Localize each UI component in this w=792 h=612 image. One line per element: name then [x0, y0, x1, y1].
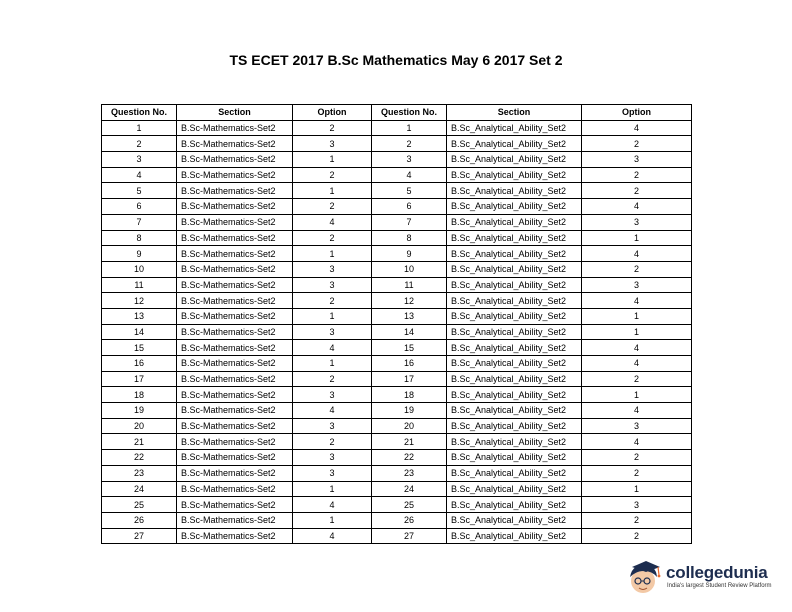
table-row: [102, 324, 692, 340]
section-cell: B.Sc_Analytical_Ability_Set2: [447, 277, 582, 293]
question-no-cell: 2: [372, 136, 447, 152]
table-row: [102, 308, 692, 324]
section-cell: B.Sc_Analytical_Ability_Set2: [447, 418, 582, 434]
section-cell: B.Sc-Mathematics-Set2: [177, 528, 293, 544]
question-no-cell: 25: [102, 497, 177, 513]
table-row: [102, 246, 692, 262]
question-no-cell: 26: [372, 512, 447, 528]
question-no-cell: 18: [102, 387, 177, 403]
table-row: [102, 293, 692, 309]
table-row: [102, 183, 692, 199]
table-row: [102, 512, 692, 528]
option-cell: 4: [293, 497, 372, 513]
option-cell: 1: [293, 308, 372, 324]
column-header: Question No.: [102, 105, 177, 121]
question-no-cell: 2: [102, 136, 177, 152]
section-cell: B.Sc_Analytical_Ability_Set2: [447, 246, 582, 262]
option-cell: 4: [293, 528, 372, 544]
section-cell: B.Sc_Analytical_Ability_Set2: [447, 434, 582, 450]
option-cell: 3: [293, 418, 372, 434]
section-cell: B.Sc_Analytical_Ability_Set2: [447, 136, 582, 152]
option-cell: 2: [582, 465, 692, 481]
option-cell: 2: [582, 261, 692, 277]
question-no-cell: 21: [372, 434, 447, 450]
option-cell: 2: [293, 293, 372, 309]
section-cell: B.Sc_Analytical_Ability_Set2: [447, 497, 582, 513]
question-no-cell: 27: [372, 528, 447, 544]
table-row: [102, 434, 692, 450]
table-row: [102, 152, 692, 168]
question-no-cell: 9: [372, 246, 447, 262]
option-cell: 1: [582, 324, 692, 340]
question-no-cell: 1: [372, 120, 447, 136]
section-cell: B.Sc-Mathematics-Set2: [177, 120, 293, 136]
question-no-cell: 20: [372, 418, 447, 434]
option-cell: 4: [293, 214, 372, 230]
question-no-cell: 18: [372, 387, 447, 403]
option-cell: 3: [582, 418, 692, 434]
option-cell: 3: [582, 277, 692, 293]
table-row: [102, 120, 692, 136]
section-cell: B.Sc-Mathematics-Set2: [177, 450, 293, 466]
question-no-cell: 11: [372, 277, 447, 293]
table-row: [102, 497, 692, 513]
question-no-cell: 8: [102, 230, 177, 246]
section-cell: B.Sc_Analytical_Ability_Set2: [447, 308, 582, 324]
section-cell: B.Sc_Analytical_Ability_Set2: [447, 152, 582, 168]
section-cell: B.Sc_Analytical_Ability_Set2: [447, 293, 582, 309]
section-cell: B.Sc_Analytical_Ability_Set2: [447, 528, 582, 544]
section-cell: B.Sc_Analytical_Ability_Set2: [447, 214, 582, 230]
section-cell: B.Sc-Mathematics-Set2: [177, 152, 293, 168]
section-cell: B.Sc-Mathematics-Set2: [177, 356, 293, 372]
option-cell: 4: [582, 246, 692, 262]
question-no-cell: 11: [102, 277, 177, 293]
table-row: [102, 277, 692, 293]
question-no-cell: 7: [372, 214, 447, 230]
question-no-cell: 9: [102, 246, 177, 262]
table-row: [102, 481, 692, 497]
section-cell: B.Sc-Mathematics-Set2: [177, 465, 293, 481]
option-cell: 3: [293, 136, 372, 152]
option-cell: 2: [582, 167, 692, 183]
section-cell: B.Sc-Mathematics-Set2: [177, 434, 293, 450]
column-header: Section: [447, 105, 582, 121]
question-no-cell: 15: [372, 340, 447, 356]
section-cell: B.Sc_Analytical_Ability_Set2: [447, 512, 582, 528]
section-cell: B.Sc-Mathematics-Set2: [177, 183, 293, 199]
option-cell: 4: [582, 120, 692, 136]
option-cell: 4: [293, 340, 372, 356]
option-cell: 2: [293, 120, 372, 136]
section-cell: B.Sc_Analytical_Ability_Set2: [447, 356, 582, 372]
question-no-cell: 22: [372, 450, 447, 466]
question-no-cell: 10: [102, 261, 177, 277]
section-cell: B.Sc-Mathematics-Set2: [177, 214, 293, 230]
question-no-cell: 23: [102, 465, 177, 481]
section-cell: B.Sc-Mathematics-Set2: [177, 324, 293, 340]
section-cell: B.Sc_Analytical_Ability_Set2: [447, 450, 582, 466]
question-no-cell: 6: [102, 199, 177, 215]
option-cell: 4: [582, 403, 692, 419]
section-cell: B.Sc-Mathematics-Set2: [177, 293, 293, 309]
option-cell: 3: [293, 261, 372, 277]
question-no-cell: 16: [102, 356, 177, 372]
section-cell: B.Sc-Mathematics-Set2: [177, 403, 293, 419]
section-cell: B.Sc_Analytical_Ability_Set2: [447, 324, 582, 340]
option-cell: 4: [582, 356, 692, 372]
option-cell: 4: [582, 199, 692, 215]
option-cell: 3: [582, 152, 692, 168]
option-cell: 2: [582, 183, 692, 199]
question-no-cell: 17: [372, 371, 447, 387]
column-header: Option: [293, 105, 372, 121]
section-cell: B.Sc_Analytical_Ability_Set2: [447, 183, 582, 199]
option-cell: 4: [582, 340, 692, 356]
section-cell: B.Sc_Analytical_Ability_Set2: [447, 199, 582, 215]
table-row: [102, 214, 692, 230]
table-row: [102, 387, 692, 403]
question-no-cell: 12: [102, 293, 177, 309]
question-no-cell: 20: [102, 418, 177, 434]
option-cell: 2: [582, 136, 692, 152]
option-cell: 4: [582, 293, 692, 309]
question-no-cell: 3: [102, 152, 177, 168]
option-cell: 4: [582, 434, 692, 450]
collegedunia-logo: [626, 557, 776, 597]
page-title: TS ECET 2017 B.Sc Mathematics May 6 2017 Set 2: [229, 52, 563, 68]
option-cell: 2: [293, 434, 372, 450]
option-cell: 2: [582, 528, 692, 544]
option-cell: 1: [293, 183, 372, 199]
section-cell: B.Sc-Mathematics-Set2: [177, 261, 293, 277]
section-cell: B.Sc_Analytical_Ability_Set2: [447, 387, 582, 403]
option-cell: 3: [293, 465, 372, 481]
question-no-cell: 25: [372, 497, 447, 513]
section-cell: B.Sc_Analytical_Ability_Set2: [447, 261, 582, 277]
section-cell: B.Sc-Mathematics-Set2: [177, 371, 293, 387]
question-no-cell: 23: [372, 465, 447, 481]
question-no-cell: 13: [102, 308, 177, 324]
column-header: Option: [582, 105, 692, 121]
option-cell: 3: [293, 387, 372, 403]
option-cell: 2: [293, 230, 372, 246]
table-row: [102, 356, 692, 372]
question-no-cell: 5: [102, 183, 177, 199]
section-cell: B.Sc-Mathematics-Set2: [177, 199, 293, 215]
table-row: [102, 199, 692, 215]
question-no-cell: 16: [372, 356, 447, 372]
question-no-cell: 8: [372, 230, 447, 246]
student-mascot-icon: [626, 557, 666, 597]
section-cell: B.Sc-Mathematics-Set2: [177, 481, 293, 497]
section-cell: B.Sc_Analytical_Ability_Set2: [447, 403, 582, 419]
table-row: [102, 465, 692, 481]
question-no-cell: 14: [372, 324, 447, 340]
section-cell: B.Sc-Mathematics-Set2: [177, 167, 293, 183]
section-cell: B.Sc-Mathematics-Set2: [177, 387, 293, 403]
option-cell: 3: [582, 497, 692, 513]
question-no-cell: 27: [102, 528, 177, 544]
question-no-cell: 13: [372, 308, 447, 324]
option-cell: 1: [582, 308, 692, 324]
section-cell: B.Sc_Analytical_Ability_Set2: [447, 167, 582, 183]
question-no-cell: 4: [372, 167, 447, 183]
section-cell: B.Sc-Mathematics-Set2: [177, 246, 293, 262]
question-no-cell: 1: [102, 120, 177, 136]
question-no-cell: 6: [372, 199, 447, 215]
option-cell: 3: [582, 214, 692, 230]
option-cell: 1: [293, 512, 372, 528]
section-cell: B.Sc-Mathematics-Set2: [177, 230, 293, 246]
question-no-cell: 4: [102, 167, 177, 183]
question-no-cell: 7: [102, 214, 177, 230]
column-header: Section: [177, 105, 293, 121]
table-row: [102, 167, 692, 183]
section-cell: B.Sc_Analytical_Ability_Set2: [447, 230, 582, 246]
column-header: Question No.: [372, 105, 447, 121]
table-row: [102, 418, 692, 434]
option-cell: 3: [293, 277, 372, 293]
question-no-cell: 19: [372, 403, 447, 419]
question-no-cell: 19: [102, 403, 177, 419]
question-no-cell: 26: [102, 512, 177, 528]
table-row: [102, 528, 692, 544]
option-cell: 3: [293, 450, 372, 466]
option-cell: 1: [582, 230, 692, 246]
answer-key-table: [101, 104, 692, 544]
section-cell: B.Sc-Mathematics-Set2: [177, 512, 293, 528]
option-cell: 3: [293, 324, 372, 340]
table-row: [102, 340, 692, 356]
table-row: [102, 450, 692, 466]
option-cell: 2: [293, 167, 372, 183]
option-cell: 1: [293, 356, 372, 372]
question-no-cell: 22: [102, 450, 177, 466]
section-cell: B.Sc-Mathematics-Set2: [177, 340, 293, 356]
table-row: [102, 371, 692, 387]
logo-tagline: India's largest Student Review Platform: [667, 583, 772, 589]
question-no-cell: 21: [102, 434, 177, 450]
table-header-row: [102, 105, 692, 121]
question-no-cell: 15: [102, 340, 177, 356]
option-cell: 1: [293, 152, 372, 168]
question-no-cell: 24: [372, 481, 447, 497]
option-cell: 2: [582, 450, 692, 466]
option-cell: 1: [582, 481, 692, 497]
question-no-cell: 3: [372, 152, 447, 168]
section-cell: B.Sc_Analytical_Ability_Set2: [447, 481, 582, 497]
section-cell: B.Sc_Analytical_Ability_Set2: [447, 371, 582, 387]
question-no-cell: 10: [372, 261, 447, 277]
option-cell: 1: [582, 387, 692, 403]
question-no-cell: 17: [102, 371, 177, 387]
option-cell: 4: [293, 403, 372, 419]
question-no-cell: 5: [372, 183, 447, 199]
option-cell: 1: [293, 246, 372, 262]
question-no-cell: 24: [102, 481, 177, 497]
question-no-cell: 12: [372, 293, 447, 309]
logo-brand-text: collegedunia: [666, 563, 768, 582]
section-cell: B.Sc_Analytical_Ability_Set2: [447, 340, 582, 356]
section-cell: B.Sc-Mathematics-Set2: [177, 497, 293, 513]
option-cell: 2: [293, 199, 372, 215]
section-cell: B.Sc_Analytical_Ability_Set2: [447, 465, 582, 481]
table-row: [102, 403, 692, 419]
option-cell: 2: [582, 371, 692, 387]
option-cell: 2: [293, 371, 372, 387]
option-cell: 2: [582, 512, 692, 528]
table-row: [102, 136, 692, 152]
section-cell: B.Sc-Mathematics-Set2: [177, 277, 293, 293]
section-cell: B.Sc-Mathematics-Set2: [177, 308, 293, 324]
table-row: [102, 230, 692, 246]
table-row: [102, 261, 692, 277]
section-cell: B.Sc-Mathematics-Set2: [177, 418, 293, 434]
section-cell: B.Sc-Mathematics-Set2: [177, 136, 293, 152]
section-cell: B.Sc_Analytical_Ability_Set2: [447, 120, 582, 136]
question-no-cell: 14: [102, 324, 177, 340]
option-cell: 1: [293, 481, 372, 497]
